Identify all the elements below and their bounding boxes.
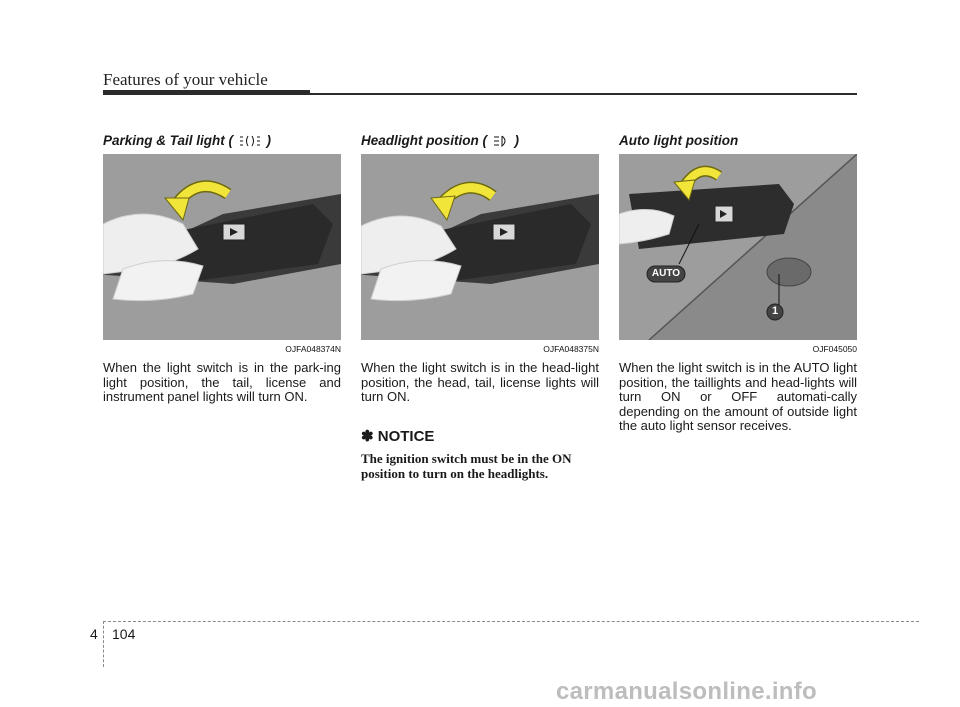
auto-light-illustration xyxy=(619,154,857,340)
section-auto-light-position xyxy=(619,132,857,434)
chapter-number: 4 xyxy=(90,626,98,642)
figure-caption: OJFA048374N xyxy=(285,344,341,354)
section-parking-tail-light xyxy=(103,132,341,405)
notice-body: The ignition switch must be in the ON position to turn on the headlights. xyxy=(361,450,572,481)
footer-vertical-rule xyxy=(103,621,104,667)
headlight-icon xyxy=(493,135,509,147)
section-body: When the light switch is in the head-light position, the head, tail, license lights will turn ON. xyxy=(361,360,599,404)
header-rule-thin xyxy=(310,93,857,95)
parking-tail-light-icon xyxy=(239,135,261,147)
figure-caption: OJF045050 xyxy=(812,344,857,354)
section-title-prefix: Parking & Tail light ( xyxy=(103,133,234,148)
header-rule-thick xyxy=(103,90,310,95)
section-title: Auto light position xyxy=(619,133,739,148)
section-body: When the light switch is in the AUTO light position, the taillights and head-lights will turn ON or OFF automati-cally depending on the amount of outside light the auto light sensor receives. xyxy=(619,360,857,433)
section-title-suffix: ) xyxy=(266,133,272,148)
notice-title: ✽ NOTICE xyxy=(361,427,435,445)
section-title xyxy=(103,132,341,154)
figure-caption: OJFA048375N xyxy=(543,344,599,354)
page-header-title: Features of your vehicle xyxy=(103,70,268,89)
section-title xyxy=(361,132,599,154)
section-title-prefix: Headlight position ( xyxy=(361,133,487,148)
page-number: 104 xyxy=(112,626,136,642)
footer-rule xyxy=(103,621,919,622)
auto-label-badge: AUTO xyxy=(651,268,681,279)
watermark: carmanualsonline.info xyxy=(556,678,818,705)
light-switch-illustration xyxy=(361,154,599,340)
section-headlight-position xyxy=(361,132,599,481)
light-switch-illustration xyxy=(103,154,341,340)
callout-number: 1 xyxy=(771,305,779,317)
section-body: When the light switch is in the park-ing light position, the tail, license and instrument panel lights will turn ON. xyxy=(103,360,341,404)
section-title-suffix: ) xyxy=(514,133,520,148)
